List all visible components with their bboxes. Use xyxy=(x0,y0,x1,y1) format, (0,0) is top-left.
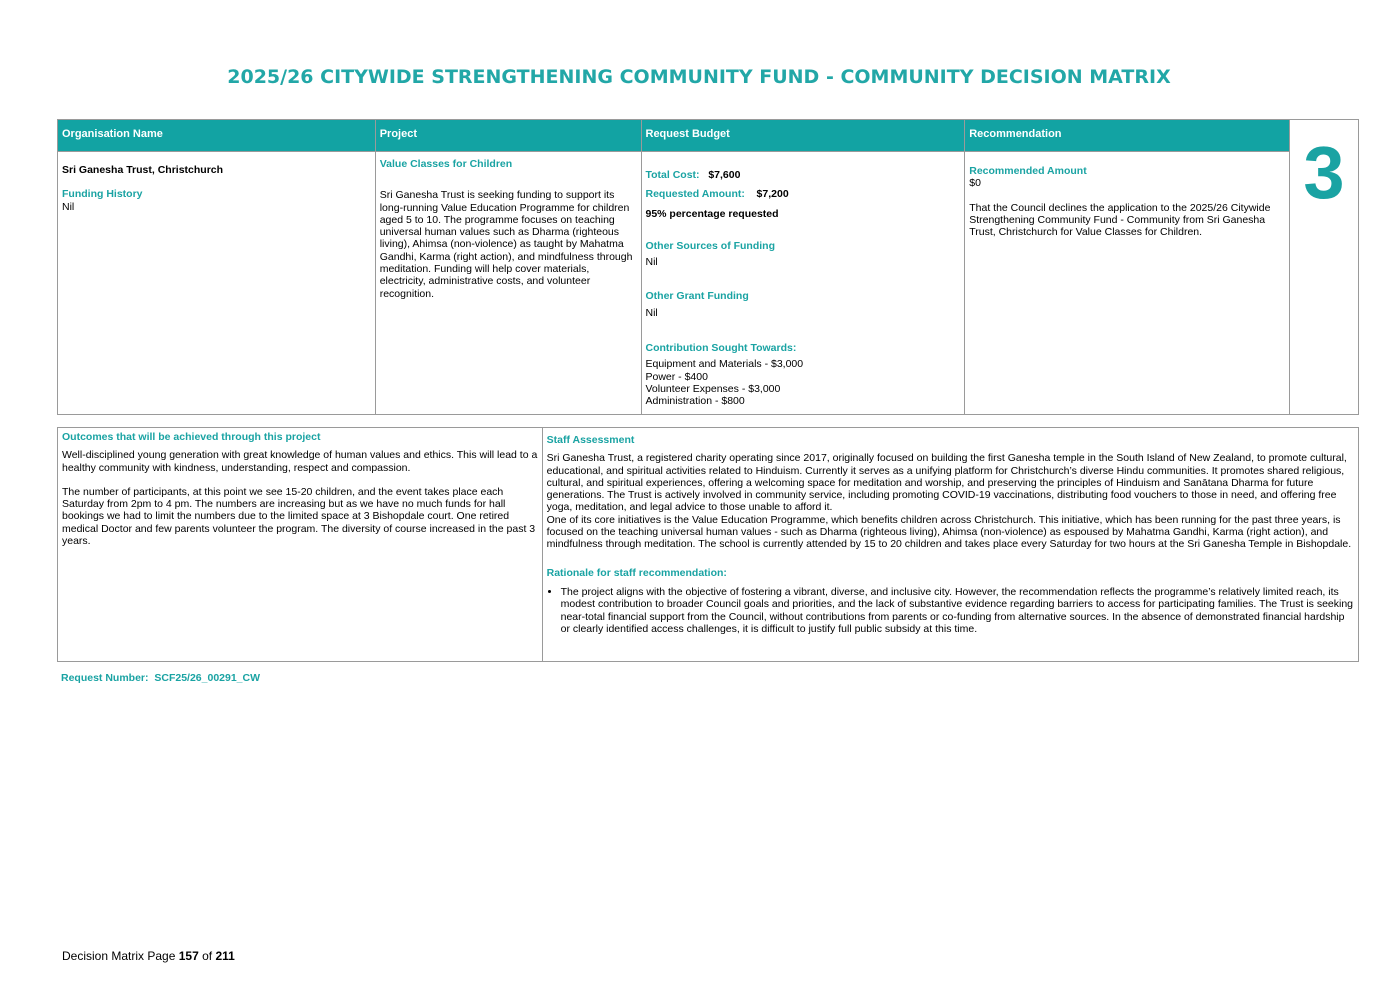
header-project: Project xyxy=(375,120,641,152)
page-title: 2025/26 CITYWIDE STRENGTHENING COMMUNITY FUND - COMMUNITY DECISION MATRIX xyxy=(227,66,1171,88)
outcomes-label: Outcomes that will be achieved through this project xyxy=(62,431,321,443)
other-grant-label: Other Grant Funding xyxy=(645,290,749,303)
other-sources-value: Nil xyxy=(645,256,658,269)
request-number xyxy=(61,672,260,684)
header-recommendation: Recommendation xyxy=(965,120,1290,152)
organisation-name: Sri Ganesha Trust, Christchurch xyxy=(62,164,224,176)
requested-amount-value: $7,200 xyxy=(756,188,789,201)
outcomes-paragraph: Well-disciplined young generation with great knowledge of human values and ethics. This will lead to a healthy community with kindness, understanding, respect and compassion. xyxy=(62,449,538,474)
outcomes-paragraph: The number of participants, at this point we see 15-20 children, and the event takes place each Saturday from 2pm to 4 pm. The numbers are increasing but as we have no much funds for hall bookings we had to limit the numbers due to the limited space at 3 Bishopdale court. One retired medical Doctor and few parents volunteer the program. The diversity of course increased in the past 3 years. xyxy=(62,485,536,548)
page-footer xyxy=(62,949,235,963)
other-grant-value: Nil xyxy=(645,306,658,319)
rationale-item: • The project aligns with the objective of fostering a vibrant, diverse, and inclusive city. However, the recommendation reflects the programme’s relatively limited reach, its modest contribution to broader Council goals and priorities, and the lack of substantive evidence regarding barriers to access for participating families. The Trust is seeking near-total financial support from the Council, without contributions from parents or co-funding from alternative sources. In the absence of demonstrated financial hardship or clearly identified access challenges, it is difficult to justify full public subsidy at this time. xyxy=(561,586,1354,635)
request-number-value: SCF25/26_00291_CW xyxy=(154,672,261,684)
decision-table xyxy=(57,119,1359,415)
priority-number: 3 xyxy=(1303,131,1345,214)
contribution-item: Equipment and Materials - $3,000 xyxy=(645,358,804,371)
project-description: Sri Ganesha Trust is seeking funding to support its long-running Value Education Programme for children aged 5 to 10. The programme focuses on teaching universal human values such as Dharma (righteous living), Ahimsa (non-violence) as taught by Mahatma Gandhi, Karma (right action), and mindfulness through meditation. Funding will help cover materials, electricity, administrative costs, and volunteer recognition. xyxy=(379,189,633,300)
header-budget: Request Budget xyxy=(641,120,965,152)
project-name: Value Classes for Children xyxy=(379,158,513,170)
staff-assessment-label: Staff Assessment xyxy=(546,434,635,446)
request-number-label: Request Number: xyxy=(61,672,149,684)
header-organisation: Organisation Name xyxy=(58,120,376,152)
organisation-cell xyxy=(58,152,376,415)
recommended-amount-value: $0 xyxy=(969,177,981,190)
requested-amount-label: Requested Amount: xyxy=(645,188,745,201)
staff-assessment-paragraph: Sri Ganesha Trust, a registered charity operating since 2017, originally focused on building the first Ganesha temple in the South Island of New Zealand, to promote cultural, educational, and spiritual activities related to Hinduism. Currently it serves as a unifying platform for Christchurch’s diverse Hindu communities. It promotes shared religious, cultural, and spiritual experiences, offering a welcoming space for meditation and worship, and preserving the principles of Hinduism and Sanātana Dharma for future generations. The Trust is actively involved in community service, including promoting COVID-19 vaccinations, distributing food vouchers to those in need, and offering free yoga, meditation, and legal advice to those unable to afford it. xyxy=(546,452,1347,514)
priority-cell xyxy=(1289,120,1358,415)
contribution-label: Contribution Sought Towards: xyxy=(645,342,797,355)
contribution-item: Volunteer Expenses - $3,000 xyxy=(645,382,781,395)
footer-page-total: 211 xyxy=(215,949,235,963)
footer-prefix: Decision Matrix Page xyxy=(62,949,176,963)
rationale-label: Rationale for staff recommendation: xyxy=(546,566,727,579)
footer-page-number: 157 xyxy=(178,949,199,963)
recommendation-text: That the Council declines the application to the 2025/26 Citywide Strengthening Community Fund - Community from Sri Ganesha Trust, Christchurch for Value Classes for Children. xyxy=(969,201,1271,239)
assessment-table xyxy=(57,427,1359,662)
recommended-amount-label: Recommended Amount xyxy=(969,165,1087,177)
staff-assessment-paragraph: One of its core initiatives is the Value Education Programme, which benefits children across Christchurch. This initiative, which has been running for the past three years, is focused on the teaching universal human values - such as Dharma (righteous living), Ahimsa (non-violence) as espoused by Mahatma Gandhi, Karma (right action), and mindfulness through meditation. The school is currently attended by 15 to 20 children and takes place every Saturday for two hours at the Sri Ganesha Temple in Bishopdale. xyxy=(546,513,1352,551)
contribution-item: Administration - $800 xyxy=(645,395,745,408)
recommendation-cell xyxy=(965,152,1290,415)
staff-assessment-cell xyxy=(542,428,1358,662)
total-cost-label: Total Cost: xyxy=(645,169,700,181)
footer-of: of xyxy=(202,949,213,963)
funding-history-value: Nil xyxy=(62,200,75,213)
other-sources-label: Other Sources of Funding xyxy=(645,239,776,252)
percentage-requested: 95% percentage requested xyxy=(645,207,779,220)
total-cost-value: $7,600 xyxy=(708,169,741,181)
outcomes-cell xyxy=(58,428,543,662)
project-cell xyxy=(375,152,641,415)
budget-cell xyxy=(641,152,965,415)
funding-history-label: Funding History xyxy=(62,188,143,201)
contribution-item: Power - $400 xyxy=(645,370,708,383)
